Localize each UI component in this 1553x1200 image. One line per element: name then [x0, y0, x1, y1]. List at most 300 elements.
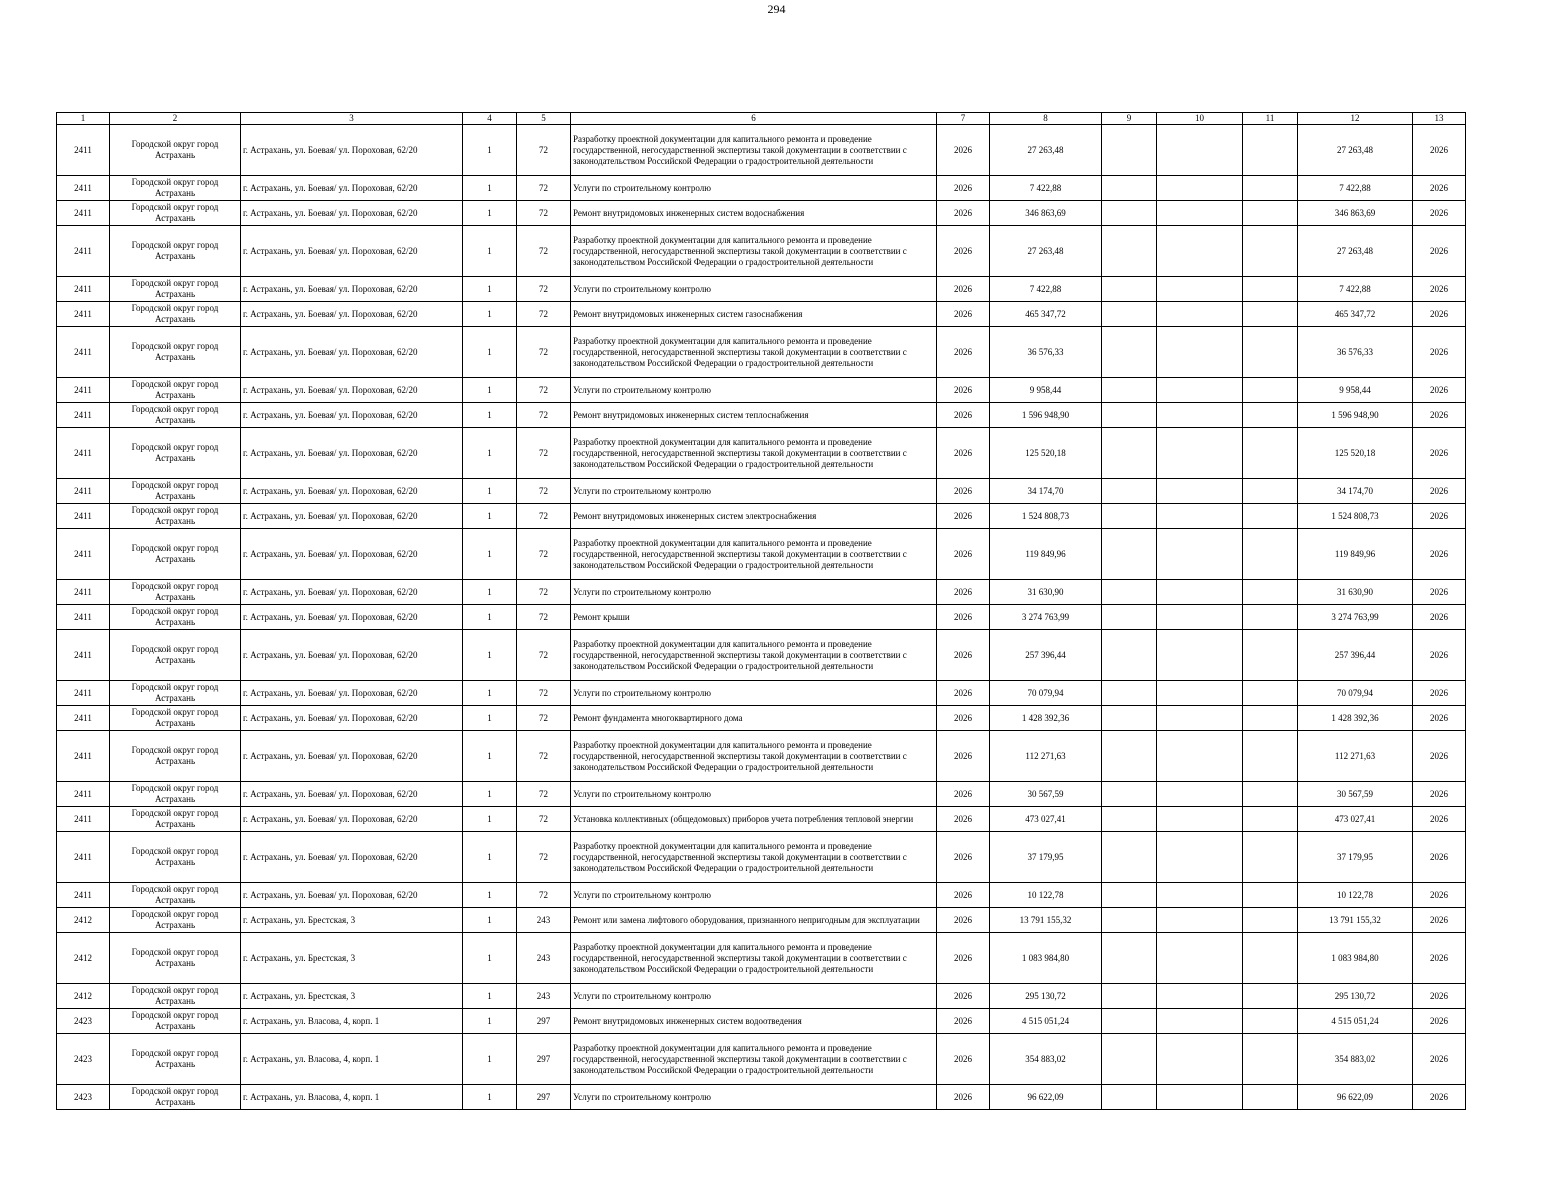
- code-cell: 72: [517, 883, 571, 908]
- work-type-cell: Ремонт фундамента многоквартирного дома: [571, 706, 937, 731]
- col11-cell: [1243, 984, 1298, 1009]
- col11-cell: [1243, 605, 1298, 630]
- total-cost-cell: 13 791 155,32: [1298, 908, 1413, 933]
- code-cell: 297: [517, 1085, 571, 1110]
- municipality-cell: Городской округ город Астрахань: [110, 479, 241, 504]
- col10-cell: [1157, 226, 1243, 277]
- year-cell: 2026: [937, 933, 990, 984]
- row-id: 2411: [57, 226, 110, 277]
- cost-cell: 27 263,48: [990, 125, 1102, 176]
- cost-cell: 96 622,09: [990, 1085, 1102, 1110]
- cost-cell: 125 520,18: [990, 428, 1102, 479]
- municipality-cell: Городской округ город Астрахань: [110, 327, 241, 378]
- work-type-cell: Разработку проектной документации для капитального ремонта и проведение государственной, негосударственной экспертизы такой документации в соответствии с законодательством Российской Федерации о градостроительной деятельности: [571, 933, 937, 984]
- completion-year-cell: 2026: [1413, 378, 1466, 403]
- code-cell: 72: [517, 428, 571, 479]
- work-type-cell: Услуги по строительному контролю: [571, 277, 937, 302]
- municipality-cell: Городской округ город Астрахань: [110, 1034, 241, 1085]
- count-cell: 1: [463, 403, 517, 428]
- row-id: 2411: [57, 706, 110, 731]
- work-type-cell: Разработку проектной документации для капитального ремонта и проведение государственной, негосударственной экспертизы такой документации в соответствии с законодательством Российской Федерации о градостроительной деятельности: [571, 1034, 937, 1085]
- municipality-cell: Городской округ город Астрахань: [110, 883, 241, 908]
- year-cell: 2026: [937, 378, 990, 403]
- work-type-cell: Ремонт крыши: [571, 605, 937, 630]
- count-cell: 1: [463, 277, 517, 302]
- municipality-cell: Городской округ город Астрахань: [110, 984, 241, 1009]
- year-cell: 2026: [937, 605, 990, 630]
- cost-cell: 354 883,02: [990, 1034, 1102, 1085]
- count-cell: 1: [463, 125, 517, 176]
- completion-year-cell: 2026: [1413, 706, 1466, 731]
- count-cell: 1: [463, 1085, 517, 1110]
- work-type-cell: Услуги по строительному контролю: [571, 883, 937, 908]
- code-cell: 72: [517, 403, 571, 428]
- code-cell: 72: [517, 176, 571, 201]
- col11-cell: [1243, 302, 1298, 327]
- col11-cell: [1243, 832, 1298, 883]
- row-id: 2411: [57, 883, 110, 908]
- address-cell: г. Астрахань, ул. Боевая/ ул. Пороховая, 62/20: [241, 277, 463, 302]
- address-cell: г. Астрахань, ул. Боевая/ ул. Пороховая, 62/20: [241, 580, 463, 605]
- total-cost-cell: 9 958,44: [1298, 378, 1413, 403]
- col11-cell: [1243, 681, 1298, 706]
- municipality-cell: Городской округ город Астрахань: [110, 731, 241, 782]
- municipality-cell: Городской округ город Астрахань: [110, 176, 241, 201]
- total-cost-cell: 465 347,72: [1298, 302, 1413, 327]
- column-header-7: 7: [937, 113, 990, 125]
- code-cell: 243: [517, 984, 571, 1009]
- row-id: 2411: [57, 277, 110, 302]
- row-id: 2411: [57, 479, 110, 504]
- address-cell: г. Астрахань, ул. Боевая/ ул. Пороховая, 62/20: [241, 378, 463, 403]
- address-cell: г. Астрахань, ул. Боевая/ ул. Пороховая, 62/20: [241, 504, 463, 529]
- works-table: [56, 112, 1466, 1110]
- address-cell: г. Астрахань, ул. Брестская, 3: [241, 933, 463, 984]
- col10-cell: [1157, 782, 1243, 807]
- year-cell: 2026: [937, 504, 990, 529]
- code-cell: 72: [517, 529, 571, 580]
- column-header-13: 13: [1413, 113, 1466, 125]
- col10-cell: [1157, 125, 1243, 176]
- row-id: 2411: [57, 580, 110, 605]
- table-row: [57, 403, 1466, 428]
- cost-cell: 7 422,88: [990, 176, 1102, 201]
- col11-cell: [1243, 1009, 1298, 1034]
- cost-cell: 295 130,72: [990, 984, 1102, 1009]
- work-type-cell: Услуги по строительному контролю: [571, 1085, 937, 1110]
- col11-cell: [1243, 706, 1298, 731]
- col10-cell: [1157, 201, 1243, 226]
- cost-cell: 13 791 155,32: [990, 908, 1102, 933]
- code-cell: 72: [517, 302, 571, 327]
- col10-cell: [1157, 933, 1243, 984]
- address-cell: г. Астрахань, ул. Власова, 4, корп. 1: [241, 1034, 463, 1085]
- year-cell: 2026: [937, 479, 990, 504]
- col10-cell: [1157, 580, 1243, 605]
- col9-cell: [1102, 1009, 1157, 1034]
- municipality-cell: Городской округ город Астрахань: [110, 504, 241, 529]
- total-cost-cell: 7 422,88: [1298, 176, 1413, 201]
- col9-cell: [1102, 1034, 1157, 1085]
- count-cell: 1: [463, 479, 517, 504]
- count-cell: 1: [463, 984, 517, 1009]
- col11-cell: [1243, 807, 1298, 832]
- year-cell: 2026: [937, 302, 990, 327]
- col9-cell: [1102, 883, 1157, 908]
- col11-cell: [1243, 782, 1298, 807]
- row-id: 2411: [57, 378, 110, 403]
- column-header-6: 6: [571, 113, 937, 125]
- count-cell: 1: [463, 201, 517, 226]
- code-cell: 72: [517, 125, 571, 176]
- cost-cell: 37 179,95: [990, 832, 1102, 883]
- row-id: 2411: [57, 681, 110, 706]
- col9-cell: [1102, 302, 1157, 327]
- cost-cell: 9 958,44: [990, 378, 1102, 403]
- municipality-cell: Городской округ город Астрахань: [110, 832, 241, 883]
- address-cell: г. Астрахань, ул. Боевая/ ул. Пороховая, 62/20: [241, 479, 463, 504]
- col10-cell: [1157, 302, 1243, 327]
- work-type-cell: Услуги по строительному контролю: [571, 378, 937, 403]
- row-id: 2423: [57, 1009, 110, 1034]
- col10-cell: [1157, 731, 1243, 782]
- col10-cell: [1157, 807, 1243, 832]
- col9-cell: [1102, 226, 1157, 277]
- year-cell: 2026: [937, 176, 990, 201]
- code-cell: 72: [517, 605, 571, 630]
- table-row: [57, 302, 1466, 327]
- row-id: 2411: [57, 403, 110, 428]
- work-type-cell: Услуги по строительному контролю: [571, 176, 937, 201]
- total-cost-cell: 34 174,70: [1298, 479, 1413, 504]
- row-id: 2412: [57, 933, 110, 984]
- count-cell: 1: [463, 782, 517, 807]
- total-cost-cell: 346 863,69: [1298, 201, 1413, 226]
- col10-cell: [1157, 479, 1243, 504]
- year-cell: 2026: [937, 807, 990, 832]
- municipality-cell: Городской округ город Астрахань: [110, 908, 241, 933]
- col11-cell: [1243, 580, 1298, 605]
- cost-cell: 112 271,63: [990, 731, 1102, 782]
- completion-year-cell: 2026: [1413, 1034, 1466, 1085]
- row-id: 2411: [57, 782, 110, 807]
- col11-cell: [1243, 908, 1298, 933]
- code-cell: 297: [517, 1009, 571, 1034]
- col11-cell: [1243, 883, 1298, 908]
- total-cost-cell: 1 524 808,73: [1298, 504, 1413, 529]
- table-row: [57, 125, 1466, 176]
- table-row: [57, 782, 1466, 807]
- col11-cell: [1243, 201, 1298, 226]
- row-id: 2423: [57, 1085, 110, 1110]
- municipality-cell: Городской округ город Астрахань: [110, 605, 241, 630]
- municipality-cell: Городской округ город Астрахань: [110, 782, 241, 807]
- col9-cell: [1102, 403, 1157, 428]
- work-type-cell: Услуги по строительному контролю: [571, 782, 937, 807]
- address-cell: г. Астрахань, ул. Боевая/ ул. Пороховая, 62/20: [241, 706, 463, 731]
- municipality-cell: Городской округ город Астрахань: [110, 807, 241, 832]
- address-cell: г. Астрахань, ул. Боевая/ ул. Пороховая, 62/20: [241, 428, 463, 479]
- completion-year-cell: 2026: [1413, 277, 1466, 302]
- year-cell: 2026: [937, 277, 990, 302]
- work-type-cell: Ремонт внутридомовых инженерных систем электроснабжения: [571, 504, 937, 529]
- row-id: 2412: [57, 908, 110, 933]
- municipality-cell: Городской округ город Астрахань: [110, 428, 241, 479]
- column-header-12: 12: [1298, 113, 1413, 125]
- total-cost-cell: 257 396,44: [1298, 630, 1413, 681]
- col11-cell: [1243, 327, 1298, 378]
- col10-cell: [1157, 605, 1243, 630]
- count-cell: 1: [463, 605, 517, 630]
- table-row: [57, 428, 1466, 479]
- completion-year-cell: 2026: [1413, 302, 1466, 327]
- code-cell: 72: [517, 681, 571, 706]
- address-cell: г. Астрахань, ул. Боевая/ ул. Пороховая, 62/20: [241, 529, 463, 580]
- cost-cell: 34 174,70: [990, 479, 1102, 504]
- total-cost-cell: 1 596 948,90: [1298, 403, 1413, 428]
- row-id: 2411: [57, 201, 110, 226]
- completion-year-cell: 2026: [1413, 605, 1466, 630]
- total-cost-cell: 473 027,41: [1298, 807, 1413, 832]
- count-cell: 1: [463, 908, 517, 933]
- work-type-cell: Услуги по строительному контролю: [571, 984, 937, 1009]
- total-cost-cell: 37 179,95: [1298, 832, 1413, 883]
- col10-cell: [1157, 832, 1243, 883]
- address-cell: г. Астрахань, ул. Брестская, 3: [241, 908, 463, 933]
- municipality-cell: Городской округ город Астрахань: [110, 580, 241, 605]
- completion-year-cell: 2026: [1413, 681, 1466, 706]
- row-id: 2411: [57, 504, 110, 529]
- col9-cell: [1102, 580, 1157, 605]
- work-type-cell: Ремонт внутридомовых инженерных систем водоотведения: [571, 1009, 937, 1034]
- total-cost-cell: 1 083 984,80: [1298, 933, 1413, 984]
- municipality-cell: Городской округ город Астрахань: [110, 201, 241, 226]
- year-cell: 2026: [937, 630, 990, 681]
- completion-year-cell: 2026: [1413, 226, 1466, 277]
- col11-cell: [1243, 504, 1298, 529]
- code-cell: 72: [517, 378, 571, 403]
- cost-cell: 119 849,96: [990, 529, 1102, 580]
- row-id: 2411: [57, 807, 110, 832]
- col9-cell: [1102, 479, 1157, 504]
- year-cell: 2026: [937, 580, 990, 605]
- cost-cell: 1 596 948,90: [990, 403, 1102, 428]
- row-id: 2411: [57, 605, 110, 630]
- column-header-1: 1: [57, 113, 110, 125]
- col11-cell: [1243, 403, 1298, 428]
- municipality-cell: Городской округ город Астрахань: [110, 933, 241, 984]
- completion-year-cell: 2026: [1413, 782, 1466, 807]
- column-header-2: 2: [110, 113, 241, 125]
- address-cell: г. Астрахань, ул. Боевая/ ул. Пороховая, 62/20: [241, 327, 463, 378]
- cost-cell: 1 428 392,36: [990, 706, 1102, 731]
- work-type-cell: Ремонт внутридомовых инженерных систем газоснабжения: [571, 302, 937, 327]
- col11-cell: [1243, 226, 1298, 277]
- col11-cell: [1243, 428, 1298, 479]
- total-cost-cell: 1 428 392,36: [1298, 706, 1413, 731]
- count-cell: 1: [463, 176, 517, 201]
- table-row: [57, 706, 1466, 731]
- col11-cell: [1243, 630, 1298, 681]
- row-id: 2411: [57, 832, 110, 883]
- address-cell: г. Астрахань, ул. Боевая/ ул. Пороховая, 62/20: [241, 176, 463, 201]
- year-cell: 2026: [937, 327, 990, 378]
- completion-year-cell: 2026: [1413, 933, 1466, 984]
- code-cell: 72: [517, 201, 571, 226]
- municipality-cell: Городской округ город Астрахань: [110, 1009, 241, 1034]
- code-cell: 72: [517, 832, 571, 883]
- count-cell: 1: [463, 807, 517, 832]
- total-cost-cell: 125 520,18: [1298, 428, 1413, 479]
- address-cell: г. Астрахань, ул. Боевая/ ул. Пороховая, 62/20: [241, 807, 463, 832]
- completion-year-cell: 2026: [1413, 403, 1466, 428]
- column-header-11: 11: [1243, 113, 1298, 125]
- completion-year-cell: 2026: [1413, 529, 1466, 580]
- code-cell: 72: [517, 504, 571, 529]
- address-cell: г. Астрахань, ул. Брестская, 3: [241, 984, 463, 1009]
- year-cell: 2026: [937, 681, 990, 706]
- work-type-cell: Услуги по строительному контролю: [571, 479, 937, 504]
- year-cell: 2026: [937, 428, 990, 479]
- count-cell: 1: [463, 883, 517, 908]
- municipality-cell: Городской округ город Астрахань: [110, 529, 241, 580]
- work-type-cell: Установка коллективных (общедомовых) приборов учета потребления тепловой энергии: [571, 807, 937, 832]
- row-id: 2411: [57, 302, 110, 327]
- col10-cell: [1157, 706, 1243, 731]
- col10-cell: [1157, 908, 1243, 933]
- total-cost-cell: 30 567,59: [1298, 782, 1413, 807]
- completion-year-cell: 2026: [1413, 1009, 1466, 1034]
- address-cell: г. Астрахань, ул. Власова, 4, корп. 1: [241, 1085, 463, 1110]
- count-cell: 1: [463, 302, 517, 327]
- address-cell: г. Астрахань, ул. Боевая/ ул. Пороховая, 62/20: [241, 630, 463, 681]
- table-row: [57, 580, 1466, 605]
- col9-cell: [1102, 807, 1157, 832]
- completion-year-cell: 2026: [1413, 1085, 1466, 1110]
- count-cell: 1: [463, 1009, 517, 1034]
- column-number-row: [57, 113, 1466, 125]
- cost-cell: 465 347,72: [990, 302, 1102, 327]
- total-cost-cell: 70 079,94: [1298, 681, 1413, 706]
- col10-cell: [1157, 529, 1243, 580]
- col9-cell: [1102, 782, 1157, 807]
- code-cell: 72: [517, 807, 571, 832]
- count-cell: 1: [463, 933, 517, 984]
- address-cell: г. Астрахань, ул. Боевая/ ул. Пороховая, 62/20: [241, 125, 463, 176]
- col10-cell: [1157, 428, 1243, 479]
- completion-year-cell: 2026: [1413, 832, 1466, 883]
- total-cost-cell: 31 630,90: [1298, 580, 1413, 605]
- cost-cell: 4 515 051,24: [990, 1009, 1102, 1034]
- code-cell: 72: [517, 226, 571, 277]
- count-cell: 1: [463, 529, 517, 580]
- completion-year-cell: 2026: [1413, 731, 1466, 782]
- row-id: 2411: [57, 529, 110, 580]
- row-id: 2411: [57, 428, 110, 479]
- page-number: 294: [767, 2, 786, 16]
- table-row: [57, 731, 1466, 782]
- address-cell: г. Астрахань, ул. Боевая/ ул. Пороховая, 62/20: [241, 681, 463, 706]
- table-row: [57, 378, 1466, 403]
- col9-cell: [1102, 908, 1157, 933]
- completion-year-cell: 2026: [1413, 883, 1466, 908]
- col10-cell: [1157, 327, 1243, 378]
- total-cost-cell: 7 422,88: [1298, 277, 1413, 302]
- count-cell: 1: [463, 226, 517, 277]
- row-id: 2411: [57, 731, 110, 782]
- table-row: [57, 605, 1466, 630]
- table-row: [57, 807, 1466, 832]
- col9-cell: [1102, 832, 1157, 883]
- row-id: 2411: [57, 176, 110, 201]
- col10-cell: [1157, 277, 1243, 302]
- row-id: 2411: [57, 125, 110, 176]
- table-row: [57, 529, 1466, 580]
- table-row: [57, 908, 1466, 933]
- row-id: 2411: [57, 327, 110, 378]
- column-header-10: 10: [1157, 113, 1243, 125]
- work-type-cell: Разработку проектной документации для капитального ремонта и проведение государственной, негосударственной экспертизы такой документации в соответствии с законодательством Российской Федерации о градостроительной деятельности: [571, 731, 937, 782]
- count-cell: 1: [463, 580, 517, 605]
- col9-cell: [1102, 731, 1157, 782]
- year-cell: 2026: [937, 529, 990, 580]
- col9-cell: [1102, 176, 1157, 201]
- table-row: [57, 479, 1466, 504]
- total-cost-cell: 27 263,48: [1298, 125, 1413, 176]
- col9-cell: [1102, 933, 1157, 984]
- cost-cell: 70 079,94: [990, 681, 1102, 706]
- col9-cell: [1102, 277, 1157, 302]
- col10-cell: [1157, 176, 1243, 201]
- table-row: [57, 327, 1466, 378]
- table-row: [57, 984, 1466, 1009]
- address-cell: г. Астрахань, ул. Боевая/ ул. Пороховая, 62/20: [241, 403, 463, 428]
- total-cost-cell: 10 122,78: [1298, 883, 1413, 908]
- total-cost-cell: 96 622,09: [1298, 1085, 1413, 1110]
- year-cell: 2026: [937, 125, 990, 176]
- table-row: [57, 277, 1466, 302]
- code-cell: 72: [517, 580, 571, 605]
- cost-cell: 30 567,59: [990, 782, 1102, 807]
- total-cost-cell: 3 274 763,99: [1298, 605, 1413, 630]
- address-cell: г. Астрахань, ул. Боевая/ ул. Пороховая, 62/20: [241, 883, 463, 908]
- year-cell: 2026: [937, 201, 990, 226]
- col10-cell: [1157, 1085, 1243, 1110]
- year-cell: 2026: [937, 832, 990, 883]
- cost-cell: 1 083 984,80: [990, 933, 1102, 984]
- code-cell: 297: [517, 1034, 571, 1085]
- work-type-cell: Ремонт или замена лифтового оборудования, признанного непригодным для эксплуатации: [571, 908, 937, 933]
- col10-cell: [1157, 883, 1243, 908]
- col10-cell: [1157, 403, 1243, 428]
- col11-cell: [1243, 1034, 1298, 1085]
- total-cost-cell: 295 130,72: [1298, 984, 1413, 1009]
- completion-year-cell: 2026: [1413, 327, 1466, 378]
- cost-cell: 7 422,88: [990, 277, 1102, 302]
- cost-cell: 1 524 808,73: [990, 504, 1102, 529]
- table-row: [57, 226, 1466, 277]
- work-type-cell: Услуги по строительному контролю: [571, 681, 937, 706]
- work-type-cell: Услуги по строительному контролю: [571, 580, 937, 605]
- count-cell: 1: [463, 832, 517, 883]
- cost-cell: 346 863,69: [990, 201, 1102, 226]
- col9-cell: [1102, 428, 1157, 479]
- count-cell: 1: [463, 1034, 517, 1085]
- col11-cell: [1243, 378, 1298, 403]
- table-row: [57, 504, 1466, 529]
- year-cell: 2026: [937, 706, 990, 731]
- count-cell: 1: [463, 731, 517, 782]
